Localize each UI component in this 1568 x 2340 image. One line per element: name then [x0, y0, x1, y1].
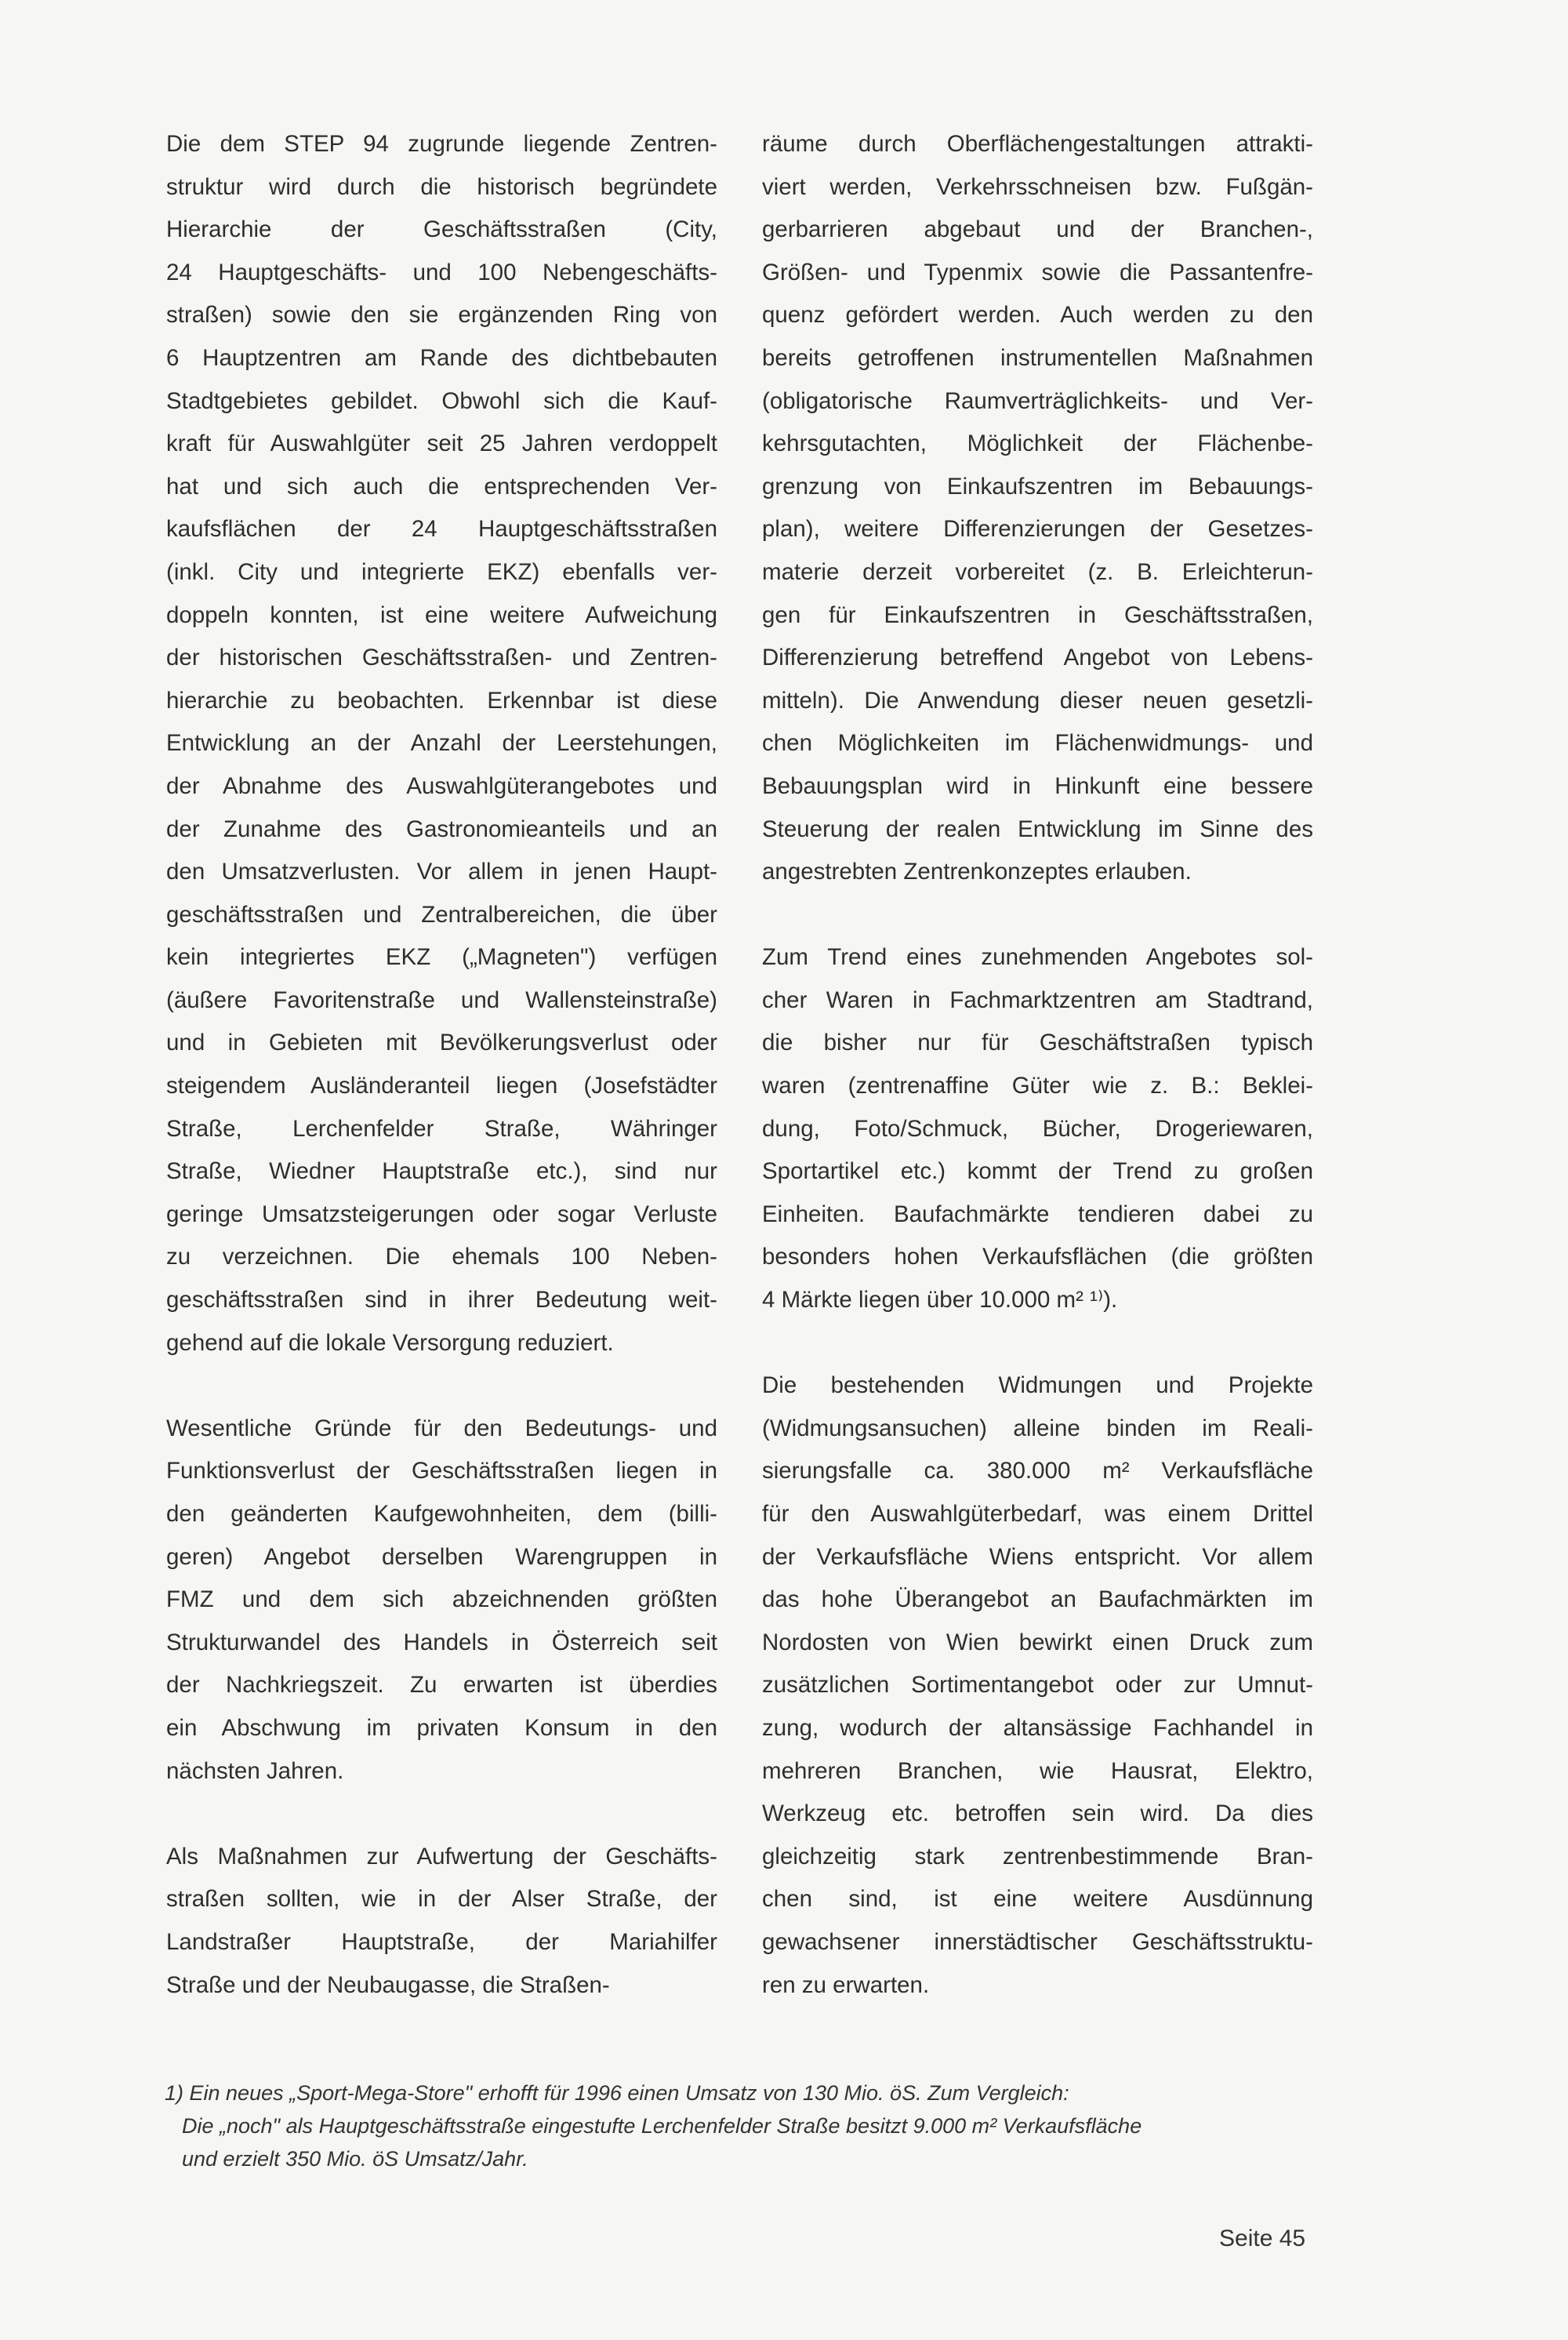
left-text-column — [166, 123, 717, 2007]
text-line: Landstraßer Hauptstraße, der Mariahilfer — [166, 1928, 717, 1955]
text-line: Größen- und Typenmix sowie die Passantenfre- — [762, 259, 1313, 285]
text-line: chen Möglichkeiten im Flächenwidmungs- und — [762, 730, 1313, 757]
footnote-line: und erzielt 350 Mio. öS Umsatz/Jahr. — [182, 2147, 528, 2171]
text-line: Die bestehenden Widmungen und Projekte — [762, 1372, 1313, 1399]
paragraph — [762, 1364, 1313, 2007]
text-line: geringe Umsatzsteigerungen oder sogar Verluste — [166, 1201, 717, 1227]
text-line: die bisher nur für Geschäftstraßen typisch — [762, 1030, 1313, 1056]
text-line: zung, wodurch der altansässige Fachhandel in — [762, 1714, 1313, 1741]
text-line: 24 Hauptgeschäfts- und 100 Nebengeschäfts- — [166, 259, 717, 285]
text-line: gewachsener innerstädtischer Geschäftsstruktu- — [762, 1928, 1313, 1955]
text-line: zusätzlichen Sortimentangebot oder zur Umnut- — [762, 1672, 1313, 1699]
text-line: mitteln). Die Anwendung dieser neuen gesetzli- — [762, 687, 1313, 714]
text-line: straßen sollten, wie in der Alser Straße, der — [166, 1886, 717, 1913]
text-line: kraft für Auswahlgüter seit 25 Jahren verdoppelt — [166, 431, 717, 457]
paragraph-gap — [166, 1793, 717, 1836]
paragraph — [166, 1836, 717, 2007]
text-line: und in Gebieten mit Bevölkerungsverlust oder — [166, 1030, 717, 1056]
text-line: der Zunahme des Gastronomieanteils und an — [166, 816, 717, 842]
text-line: angestrebten Zentrenkonzeptes erlauben. — [762, 859, 1192, 885]
text-line: ren zu erwarten. — [762, 1971, 930, 1998]
text-line: kein integriertes EKZ („Magneten") verfügen — [166, 944, 717, 971]
paragraph — [762, 936, 1313, 1321]
text-line: Sportartikel etc.) kommt der Trend zu großen — [762, 1158, 1313, 1185]
text-line: (inkl. City und integrierte EKZ) ebenfalls ver- — [166, 558, 717, 585]
text-line: doppeln konnten, ist eine weitere Aufweichung — [166, 601, 717, 628]
right-text-column — [762, 123, 1313, 2007]
paragraph-gap — [762, 894, 1313, 937]
text-line: der Nachkriegszeit. Zu erwarten ist überdies — [166, 1672, 717, 1699]
text-line: dung, Foto/Schmuck, Bücher, Drogeriewaren, — [762, 1115, 1313, 1142]
text-line: materie derzeit vorbereitet (z. B. Erleichterun- — [762, 558, 1313, 585]
text-line: Nordosten von Wien bewirkt einen Druck zum — [762, 1629, 1313, 1655]
text-line: 6 Hauptzentren am Rande des dichtbebauten — [166, 344, 717, 371]
text-line: bereits getroffenen instrumentellen Maßnahmen — [762, 344, 1313, 371]
text-line: Funktionsverlust der Geschäftsstraßen liegen in — [166, 1458, 717, 1484]
text-line: der Verkaufsfläche Wiens entspricht. Vor allem — [762, 1543, 1313, 1570]
text-line: kaufsflächen der 24 Hauptgeschäftsstraßen — [166, 516, 717, 543]
paragraph — [762, 123, 1313, 894]
footnote — [165, 2077, 1341, 2175]
text-line: geschäftsstraßen sind in ihrer Bedeutung weit- — [166, 1287, 717, 1314]
text-line: grenzung von Einkaufszentren im Bebauungs- — [762, 473, 1313, 500]
text-line: Werkzeug etc. betroffen sein wird. Da dies — [762, 1800, 1313, 1827]
text-line: mehreren Branchen, wie Hausrat, Elektro, — [762, 1757, 1313, 1784]
text-line: Zum Trend eines zunehmenden Angebotes sol- — [762, 944, 1313, 971]
text-line: Als Maßnahmen zur Aufwertung der Geschäfts- — [166, 1843, 717, 1869]
text-line: nächsten Jahren. — [166, 1757, 344, 1784]
text-line: (Widmungsansuchen) alleine binden im Reali- — [762, 1415, 1313, 1441]
paragraph — [166, 1408, 717, 1793]
text-line: quenz gefördert werden. Auch werden zu den — [762, 302, 1313, 329]
footnote-line: 1) Ein neues „Sport-Mega-Store" erhofft für 1996 einen Umsatz von 130 Mio. öS. Zum Vergleich: — [165, 2081, 1069, 2105]
text-line: geschäftsstraßen und Zentralbereichen, die über — [166, 901, 717, 928]
text-line: Straße, Lerchenfelder Straße, Währinger — [166, 1115, 717, 1142]
text-line: Differenzierung betreffend Angebot von Lebens- — [762, 645, 1313, 671]
text-line: Entwicklung an der Anzahl der Leerstehungen, — [166, 730, 717, 757]
text-line: chen sind, ist eine weitere Ausdünnung — [762, 1886, 1313, 1913]
text-line: gehend auf die lokale Versorgung reduziert. — [166, 1329, 614, 1356]
text-line: räume durch Oberflächengestaltungen attrakti- — [762, 131, 1313, 157]
text-line: Strukturwandel des Handels in Österreich seit — [166, 1629, 717, 1655]
text-line: sierungsfalle ca. 380.000 m² Verkaufsfläche — [762, 1458, 1313, 1484]
text-line: gleichzeitig stark zentrenbestimmende Bran- — [762, 1843, 1313, 1869]
text-line: der historischen Geschäftsstraßen- und Zentren- — [166, 645, 717, 671]
text-line: viert werden, Verkehrsschneisen bzw. Fußgän- — [762, 173, 1313, 200]
text-line: hierarchie zu beobachten. Erkennbar ist diese — [166, 687, 717, 714]
text-line: Hierarchie der Geschäftsstraßen (City, — [166, 216, 717, 243]
text-line: den Umsatzverlusten. Vor allem in jenen Haupt- — [166, 859, 717, 885]
text-line: straßen) sowie den sie ergänzenden Ring von — [166, 302, 717, 329]
text-line: hat und sich auch die entsprechenden Ver- — [166, 473, 717, 500]
paragraph-gap — [166, 1364, 717, 1408]
text-line: struktur wird durch die historisch begründete — [166, 173, 717, 200]
text-line: der Abnahme des Auswahlgüterangebotes und — [166, 772, 717, 799]
text-line: (obligatorische Raumverträglichkeits- und Ver- — [762, 387, 1313, 414]
text-line: cher Waren in Fachmarktzentren am Stadtrand, — [762, 987, 1313, 1013]
text-line: Bebauungsplan wird in Hinkunft eine bessere — [762, 772, 1313, 799]
page-number: Seite 45 — [1219, 2226, 1306, 2251]
text-line: steigendem Ausländeranteil liegen (Josefstädter — [166, 1073, 717, 1099]
footnote-line: Die „noch" als Hauptgeschäftsstraße eingestufte Lerchenfelder Straße besitzt 9.000 m² Verkaufsfläche — [182, 2114, 1142, 2138]
text-line: für den Auswahlgüterbedarf, was einem Drittel — [762, 1501, 1313, 1527]
text-line: den geänderten Kaufgewohnheiten, dem (billi- — [166, 1501, 717, 1527]
text-line: besonders hohen Verkaufsflächen (die größten — [762, 1244, 1313, 1270]
text-line: (äußere Favoritenstraße und Wallensteinstraße) — [166, 987, 717, 1013]
text-line: Einheiten. Baufachmärkte tendieren dabei zu — [762, 1201, 1313, 1227]
text-line: 4 Märkte liegen über 10.000 m² ¹⁾). — [762, 1287, 1118, 1314]
text-line: Stadtgebietes gebildet. Obwohl sich die Kauf- — [166, 387, 717, 414]
text-line: FMZ und dem sich abzeichnenden größten — [166, 1586, 717, 1613]
text-line: Die dem STEP 94 zugrunde liegende Zentren- — [166, 131, 717, 157]
text-line: Straße und der Neubaugasse, die Straßen- — [166, 1971, 610, 1998]
text-line: ein Abschwung im privaten Konsum in den — [166, 1714, 717, 1741]
paragraph — [166, 123, 717, 1364]
text-line: Straße, Wiedner Hauptstraße etc.), sind nur — [166, 1158, 717, 1185]
text-line: Steuerung der realen Entwicklung im Sinne des — [762, 816, 1313, 842]
text-line: geren) Angebot derselben Warengruppen in — [166, 1543, 717, 1570]
text-line: plan), weitere Differenzierungen der Gesetzes- — [762, 516, 1313, 543]
text-line: gerbarrieren abgebaut und der Branchen-, — [762, 216, 1313, 243]
text-line: gen für Einkaufszentren in Geschäftsstraßen, — [762, 601, 1313, 628]
text-line: zu verzeichnen. Die ehemals 100 Neben- — [166, 1244, 717, 1270]
text-line: das hohe Überangebot an Baufachmärkten im — [762, 1586, 1313, 1613]
text-line: kehrsgutachten, Möglichkeit der Flächenbe- — [762, 431, 1313, 457]
text-line: Wesentliche Gründe für den Bedeutungs- und — [166, 1415, 717, 1441]
text-line: waren (zentrenaffine Güter wie z. B.: Beklei- — [762, 1073, 1313, 1099]
paragraph-gap — [762, 1322, 1313, 1365]
